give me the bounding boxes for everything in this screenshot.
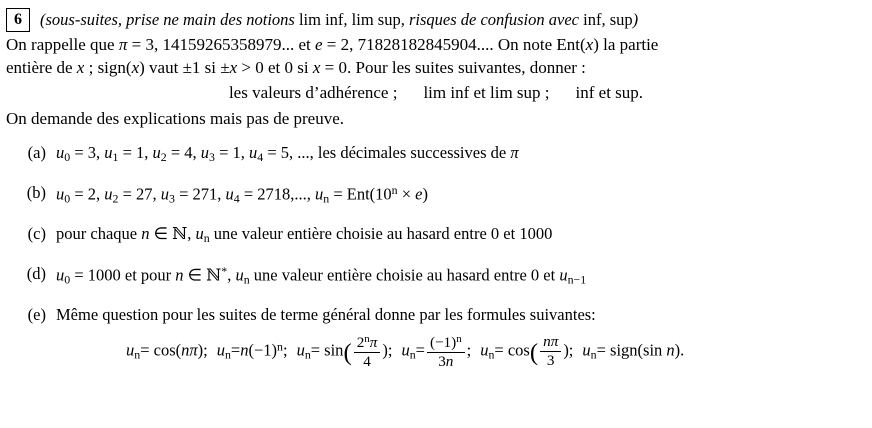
item-text-a <box>56 143 872 165</box>
plusminus-x: ±x <box>220 58 238 78</box>
sub-b0: 0 <box>64 191 71 206</box>
intro-text-a: On rappelle que <box>6 35 119 54</box>
f4-sub: n <box>409 347 416 362</box>
title-part-1: (sous-suites, prise ne main des notions <box>40 10 299 29</box>
val-b4: = 2718,..., <box>239 184 311 204</box>
f5-open-paren: ( <box>529 338 539 366</box>
u-c: u <box>195 224 204 244</box>
n-d: n <box>175 265 184 285</box>
intro-line-2 <box>6 57 866 79</box>
f4-eq: = <box>415 340 425 360</box>
title-liminf: lim inf <box>298 10 344 29</box>
intro-text-g: . Pour les suites suivantes, donner : <box>346 58 586 78</box>
sub-a3: 3 <box>209 150 215 165</box>
f5-u: u <box>480 340 489 360</box>
ent-b: = Ent(10 <box>329 184 392 204</box>
plusminus-one: ±1 <box>182 58 201 78</box>
f1-n: n <box>181 340 190 360</box>
items-list <box>0 143 872 369</box>
sub-b2: 2 <box>112 191 119 206</box>
f3-num-pi: π <box>369 333 378 351</box>
f1-close: ); <box>197 340 208 360</box>
u-d0: u <box>56 265 65 285</box>
intro-line-1 <box>6 34 866 56</box>
val-a0: = 3, <box>70 143 105 163</box>
naturals-c: ℕ <box>172 224 188 244</box>
intro-text-e: si <box>200 58 221 78</box>
item-text-d <box>56 264 872 287</box>
f2-eq: = <box>230 340 241 360</box>
equals-zero: = 0 <box>320 58 347 78</box>
f6-sign: = sign(sin <box>596 340 667 360</box>
f5-semi: ); <box>563 340 574 360</box>
f4-u: u <box>401 340 410 360</box>
sub-a0: 0 <box>64 150 71 165</box>
f1-u: u <box>126 340 135 360</box>
comma-d: , <box>227 265 236 285</box>
sub-a1: 1 <box>112 150 119 165</box>
document-page <box>0 8 872 428</box>
comma-c: , <box>187 224 196 244</box>
intro-eq-3: ) la partie <box>593 35 659 54</box>
title-part-4: , <box>601 10 610 29</box>
item-text-e <box>56 305 872 369</box>
explanation-note: On demande des explications mais pas de preuve. <box>6 109 345 129</box>
f3-num <box>354 334 381 353</box>
exercise-title <box>40 8 638 29</box>
title-inf: inf <box>583 10 602 29</box>
f6-sub: n <box>590 347 597 362</box>
intro-eq-2: = 2, 71828182845904.... On note Ent( <box>322 35 586 54</box>
in-d: ∈ <box>183 265 207 285</box>
f3-num-2: 2 <box>356 333 365 351</box>
x-symbol-3: x <box>131 58 140 78</box>
f4-den <box>427 353 465 370</box>
item-label-e: (e) <box>27 305 46 325</box>
u-dn: u <box>235 265 244 285</box>
val-a4: = 5, ..., <box>263 143 314 163</box>
f4-fraction <box>427 334 465 370</box>
item-text-b <box>56 183 872 206</box>
f3-sin: = sin <box>310 340 344 360</box>
exp-b: n <box>391 183 398 197</box>
x-symbol-4: x <box>312 58 321 78</box>
pi-symbol: π <box>118 35 128 54</box>
sub-d0: 0 <box>64 272 71 287</box>
sub-b3: 3 <box>169 191 175 206</box>
centered-questions-line <box>0 83 872 103</box>
u-dn1: u <box>559 265 568 285</box>
f5-num-pi: π <box>550 333 559 351</box>
greater-than-zero: > 0 <box>237 58 264 78</box>
f3-fraction <box>354 334 381 370</box>
question-inf-sup: inf et sup. <box>575 83 644 103</box>
val-b3: = 271, <box>174 184 226 204</box>
intro-text-b: entière de <box>6 58 77 78</box>
question-liminf-limsup: lim inf et lim sup ; <box>423 83 550 103</box>
f6-u: u <box>582 340 591 360</box>
times-b: × <box>397 184 416 204</box>
sub-dn: n <box>243 272 250 287</box>
f2-sub: n <box>224 347 231 362</box>
u-b0: u <box>56 184 65 204</box>
f6-n: n <box>666 340 675 360</box>
intro-text-c: ; sign( <box>84 58 132 78</box>
f4-num-base: (−1) <box>429 333 457 351</box>
f5-cos: = cos <box>494 340 530 360</box>
intro-text-d: ) vaut <box>139 58 183 78</box>
naturals-d: ℕ <box>206 265 222 285</box>
u-b2: u <box>104 184 113 204</box>
list-item-d <box>0 264 872 287</box>
f5-num <box>540 334 561 352</box>
u-a3: u <box>200 143 209 163</box>
list-item-c <box>0 224 872 246</box>
formula-line <box>126 334 872 370</box>
f2-u: u <box>216 340 225 360</box>
list-item-a <box>0 143 872 165</box>
title-limsup: lim sup <box>351 10 401 29</box>
f4-den-n: n <box>445 352 454 370</box>
e-b: e <box>415 184 423 204</box>
f3-den: 4 <box>363 352 371 370</box>
intro-text-f: et 0 si <box>263 58 313 78</box>
u-a1: u <box>104 143 113 163</box>
u-bn: u <box>315 184 324 204</box>
title-part-3: , risques de confusion avec <box>400 10 584 29</box>
f3-num-exp: n <box>364 332 370 345</box>
eq-d: = 1000 et pour <box>70 265 176 285</box>
f1-cos: = cos( <box>140 340 182 360</box>
list-item-e <box>0 305 872 369</box>
f2-semi: ; <box>282 340 288 360</box>
val-b2: = 27, <box>118 184 161 204</box>
tail-a: les décimales successives de <box>313 143 511 163</box>
u-a0: u <box>56 143 65 163</box>
sub-a4: 4 <box>257 150 264 165</box>
f3-open-paren: ( <box>343 338 352 366</box>
f4-num-exp: n <box>456 332 462 345</box>
n-c: n <box>141 224 150 244</box>
post-d: une valeur entière choisie au hasard entre 0 et <box>249 265 560 285</box>
val-a2: = 4, <box>166 143 201 163</box>
f5-num-n: n <box>543 333 551 351</box>
sub-c: n <box>203 231 210 246</box>
f4-den-3: 3 <box>438 352 446 370</box>
f4-num <box>427 334 465 353</box>
item-label-c: (c) <box>27 224 46 244</box>
u-a2: u <box>152 143 161 163</box>
f2-exp: n <box>277 339 283 354</box>
list-item-b <box>0 183 872 206</box>
e-symbol: e <box>314 35 323 54</box>
f6-close: ). <box>674 340 685 360</box>
f3-sub: n <box>304 347 311 362</box>
item-label-b: (b) <box>26 183 46 202</box>
f1-pi: π <box>189 340 198 360</box>
u-a4: u <box>249 143 258 163</box>
f3-u: u <box>296 340 305 360</box>
title-sup: sup <box>609 10 633 29</box>
pre-c: pour chaque <box>56 224 142 244</box>
sub-dn1: n−1 <box>567 272 587 287</box>
f5-sub: n <box>488 347 495 362</box>
sub-bn: n <box>323 191 330 206</box>
question-adherence: les valeurs d’adhérence ; <box>228 83 398 103</box>
exercise-number-badge: 6 <box>6 8 30 32</box>
title-part-5: ) <box>632 10 639 29</box>
item-label-a: (a) <box>27 143 46 163</box>
f3-semi: ); <box>382 340 393 360</box>
pi-a: π <box>510 143 519 163</box>
f1-sub: n <box>134 347 141 362</box>
in-c: ∈ <box>149 224 173 244</box>
u-b3: u <box>160 184 169 204</box>
f5-den: 3 <box>546 352 555 370</box>
title-part-2: , <box>343 10 352 29</box>
sub-a2: 2 <box>160 150 167 165</box>
val-a3: = 1, <box>214 143 249 163</box>
text-e: Même question pour les suites de terme général donne par les formules suivantes: <box>56 305 596 325</box>
f4-semi: ; <box>466 340 472 360</box>
post-c: une valeur entière choisie au hasard entre 0 et 1000 <box>209 224 553 244</box>
close-b: ) <box>422 184 428 204</box>
item-text-c <box>56 224 872 246</box>
f5-fraction <box>540 334 561 369</box>
intro-eq-1: = 3, 14159265358979... et <box>127 35 315 54</box>
intro-paragraph <box>6 34 866 79</box>
val-a1: = 1, <box>118 143 153 163</box>
x-symbol-2: x <box>76 58 85 78</box>
u-b4: u <box>225 184 234 204</box>
sub-b4: 4 <box>233 191 240 206</box>
f2-n: n <box>240 340 249 360</box>
star-d: * <box>221 263 228 278</box>
item-label-d: (d) <box>26 263 46 283</box>
f2-paren: (−1) <box>248 340 278 360</box>
x-symbol-1: x <box>585 35 594 54</box>
exercise-header <box>6 8 872 32</box>
val-b0: = 2, <box>70 184 105 204</box>
